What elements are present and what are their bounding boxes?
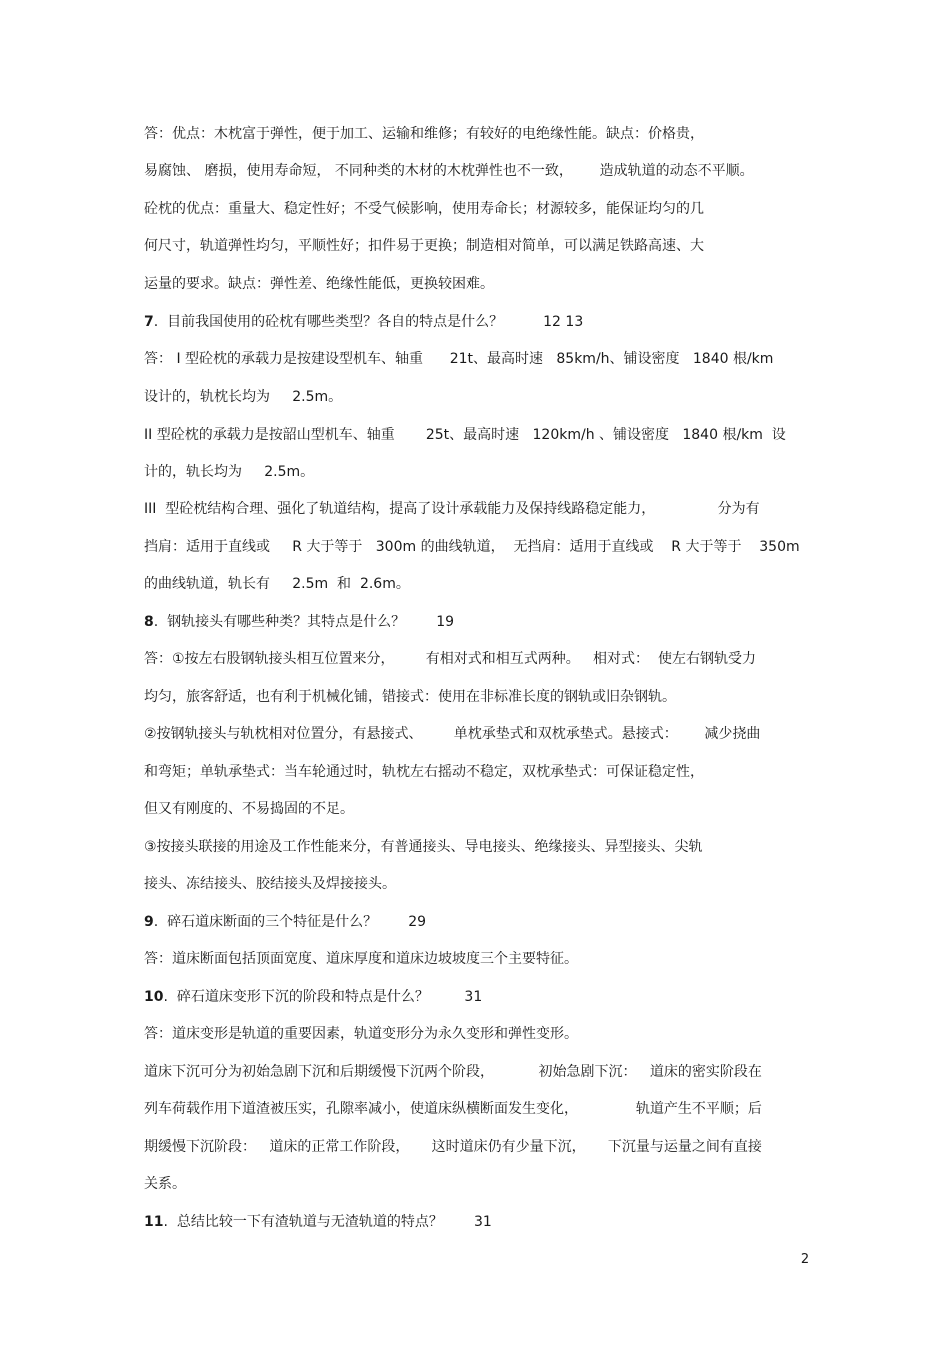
- line-text: 但又有刚度的、不易捣固的不足。: [144, 801, 354, 817]
- line-text: 列车荷载作用下道渣被压实，孔隙率减小，使道床纵横断面发生变化， 轨道产生不平顺；后: [144, 1101, 762, 1117]
- question-number: 10: [144, 989, 164, 1005]
- line-text: 挡肩：适用于直线或 R 大于等于 300m 的曲线轨道， 无挡肩：适用于直线或 R 大于等于 350m: [144, 539, 800, 555]
- line-text: . 总结比较一下有渣轨道与无渣轨道的特点？ 31: [163, 1214, 492, 1230]
- text-line: [144, 462, 814, 482]
- text-line: [144, 537, 814, 557]
- line-text: 运量的要求。缺点：弹性差、绝缘性能低，更换较困难。: [144, 276, 494, 292]
- question-line: [144, 987, 814, 1007]
- line-text: II 型砼枕的承载力是按韶山型机车、轴重 25t、最高时速 120km/h 、铺设密度 1840 根/km 设: [144, 427, 786, 443]
- page-number: 2: [800, 1252, 810, 1267]
- question-line: [144, 1212, 814, 1232]
- line-text: . 碎石道床断面的三个特征是什么？ 29: [153, 914, 427, 930]
- text-line: [144, 762, 814, 782]
- question-line: [144, 312, 814, 332]
- line-text: ③按接头联接的用途及工作性能来分，有普通接头、导电接头、绝缘接头、异型接头、尖轨: [144, 839, 703, 855]
- text-line: [144, 124, 814, 144]
- question-number: 7: [144, 314, 154, 330]
- question-number: 8: [144, 614, 154, 630]
- question-line: [144, 912, 814, 932]
- line-text: 的曲线轨道，轨长有 2.5m 和 2.6m。: [144, 576, 410, 592]
- text-line: [144, 874, 814, 894]
- line-text: 关系。: [144, 1176, 186, 1192]
- line-text: 和弯矩；单轨承垫式：当车轮通过时，轨枕左右摇动不稳定，双枕承垫式：可保证稳定性，: [144, 764, 704, 780]
- text-line: [144, 349, 814, 369]
- line-text: 易腐蚀、 磨损，使用寿命短， 不同种类的木材的木枕弹性也不一致， 造成轨道的动态不平顺。: [144, 163, 754, 179]
- text-line: [144, 687, 814, 707]
- text-line: [144, 499, 814, 519]
- text-line: [144, 1062, 814, 1082]
- text-line: [144, 724, 814, 744]
- line-text: 均匀，旅客舒适，也有利于机械化铺，错接式：使用在非标准长度的钢轨或旧杂钢轨。: [144, 689, 676, 705]
- line-text: 道床下沉可分为初始急剧下沉和后期缓慢下沉两个阶段， 初始急剧下沉： 道床的密实阶段在: [144, 1064, 762, 1080]
- question-line: [144, 612, 814, 632]
- line-text: . 目前我国使用的砼枕有哪些类型？各自的特点是什么？ 12 13: [153, 314, 584, 330]
- line-text: 设计的，轨枕长均为 2.5m。: [144, 389, 343, 405]
- text-line: [144, 1024, 814, 1044]
- text-line: [144, 161, 814, 181]
- question-number: 9: [144, 914, 154, 930]
- line-text: III 型砼枕结构合理、强化了轨道结构，提高了设计承载能力及保持线路稳定能力， 分为有: [144, 501, 760, 517]
- line-text: 计的，轨长均为 2.5m。: [144, 464, 315, 480]
- text-line: [144, 387, 814, 407]
- text-line: [144, 1174, 814, 1194]
- line-text: 何尺寸，轨道弹性均匀，平顺性好；扣件易于更换；制造相对简单，可以满足铁路高速、大: [144, 238, 704, 254]
- text-line: [144, 199, 814, 219]
- text-line: [144, 837, 814, 857]
- line-text: 砼枕的优点：重量大、稳定性好；不受气候影响，使用寿命长；材源较多，能保证均匀的几: [144, 201, 704, 217]
- line-text: 接头、冻结接头、胶结接头及焊接接头。: [144, 876, 396, 892]
- line-text: . 钢轨接头有哪些种类？其特点是什么？ 19: [153, 614, 455, 630]
- text-line: [144, 949, 814, 969]
- line-text: . 碎石道床变形下沉的阶段和特点是什么？ 31: [163, 989, 483, 1005]
- text-line: [144, 236, 814, 256]
- line-text: 答： I 型砼枕的承载力是按建设型机车、轴重 21t、最高时速 85km/h、铺设密度 1840 根/km: [144, 351, 774, 367]
- line-text: 答：优点：木枕富于弹性，便于加工、运输和维修；有较好的电绝缘性能。缺点：价格贵，: [144, 126, 704, 142]
- text-line: [144, 425, 814, 445]
- line-text: 答：道床断面包括顶面宽度、道床厚度和道床边坡坡度三个主要特征。: [144, 951, 578, 967]
- text-line: [144, 274, 814, 294]
- text-line: [144, 799, 814, 819]
- text-line: [144, 649, 814, 669]
- line-text: 答：①按左右股钢轨接头相互位置来分， 有相对式和相互式两种。 相对式： 使左右钢轨受力: [144, 651, 756, 667]
- line-text: 期缓慢下沉阶段： 道床的正常工作阶段， 这时道床仍有少量下沉， 下沉量与运量之间有直接: [144, 1139, 762, 1155]
- question-number: 11: [144, 1214, 164, 1230]
- text-line: [144, 574, 814, 594]
- line-text: 答：道床变形是轨道的重要因素，轨道变形分为永久变形和弹性变形。: [144, 1026, 578, 1042]
- line-text: ②按钢轨接头与轨枕相对位置分，有悬接式、 单枕承垫式和双枕承垫式。悬接式： 减少挠曲: [144, 726, 761, 742]
- text-line: [144, 1099, 814, 1119]
- text-line: [144, 1137, 814, 1157]
